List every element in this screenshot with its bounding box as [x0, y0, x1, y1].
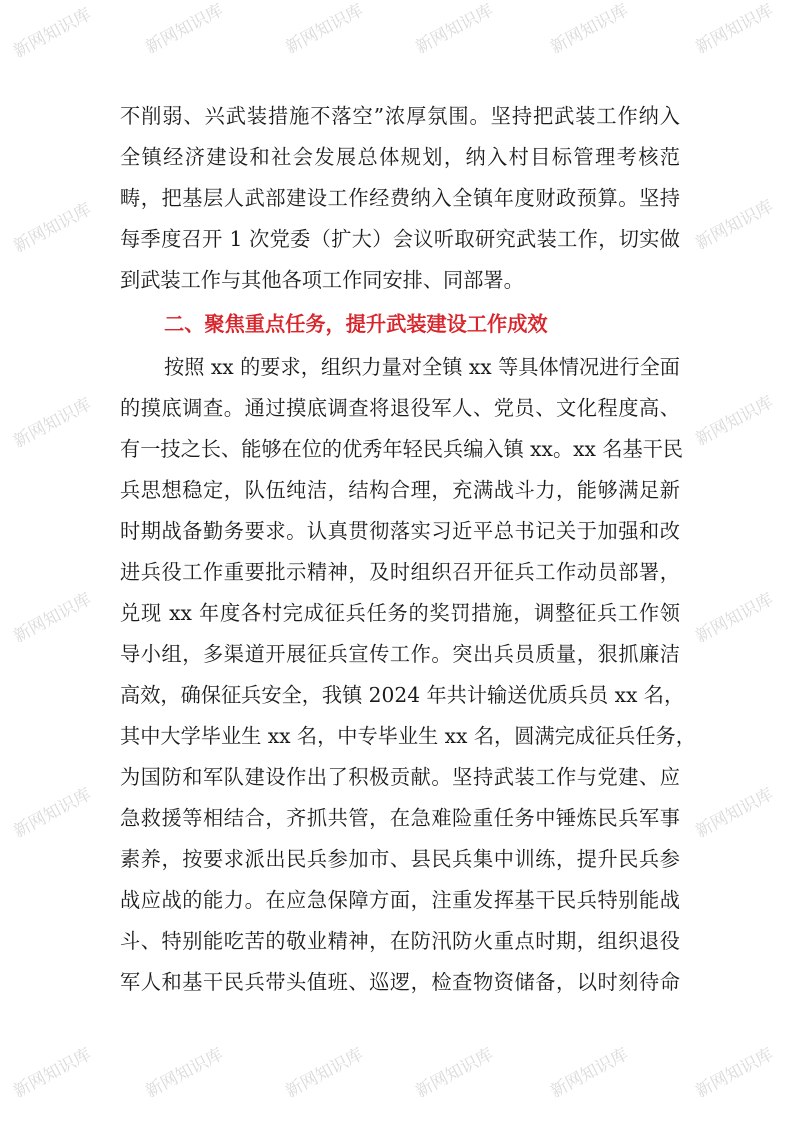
body-text-line: 畴，把基层人武部建设工作经费纳入全镇年度财政预算。坚持	[120, 186, 680, 210]
watermark-text: 新网知识库	[10, 4, 95, 63]
body-text-line: 按照 xx 的要求，组织力量对全镇 xx 等具体情况进行全面	[164, 355, 680, 379]
watermark-text: 新网知识库	[10, 1044, 95, 1103]
body-text-line: 素养，按要求派出民兵参加市、县民兵集中训练，提升民兵参	[120, 847, 680, 871]
body-text-line: 不削弱、兴武装措施不落空”浓厚氛围。坚持把武装工作纳入	[120, 104, 680, 128]
body-text-line: 到武装工作与其他各项工作同安排、同部署。	[120, 268, 524, 292]
body-text-line: 兵思想稳定，队伍纯洁，结构合理，充满战斗力，能够满足新	[120, 478, 680, 502]
body-text-line: 为国防和军队建设作出了积极贡献。坚持武装工作与党建、应	[120, 765, 680, 789]
watermark-text: 新网知识库	[282, 1044, 367, 1103]
body-text-line: 时期战备勤务要求。认真贯彻落实习近平总书记关于加强和改	[120, 519, 680, 543]
body-text-line: 急救援等相结合，齐抓共管，在急难险重任务中锤炼民兵军事	[120, 806, 680, 830]
body-text-line: 其中大学毕业生 xx 名，中专毕业生 xx 名，圆满完成征兵任务，	[120, 724, 696, 748]
body-text-line: 高效，确保征兵安全，我镇 2024 年共计输送优质兵员 xx 名，	[120, 683, 685, 707]
watermark-text: 新网知识库	[692, 196, 777, 255]
watermark-text: 新网知识库	[692, 1044, 777, 1103]
body-text-line: 军人和基干民兵带头值班、巡逻，检查物资储备，以时刻待命	[120, 970, 680, 994]
body-text-line: 兑现 xx 年度各村完成征兵任务的奖罚措施，调整征兵工作领	[120, 601, 680, 625]
body-text-line: 每季度召开 1 次党委（扩大）会议听取研究武装工作，切实做	[120, 227, 680, 251]
body-text-line: 战应战的能力。在应急保障方面，注重发挥基干民兵特别能战	[120, 888, 680, 912]
watermark-text: 新网知识库	[142, 1044, 227, 1103]
watermark-text: 新网知识库	[547, 1044, 632, 1103]
watermark-text: 新网知识库	[142, 0, 227, 59]
section-heading: 二、聚焦重点任务，提升武装建设工作成效	[164, 312, 548, 336]
body-text-line: 斗、特别能吃苦的敬业精神，在防汛防火重点时期，组织退役	[120, 929, 680, 953]
watermark-text: 新网知识库	[692, 589, 777, 648]
watermark-text: 新网知识库	[692, 0, 777, 59]
body-text-line: 的摸底调查。通过摸底调查将退役军人、党员、文化程度高、	[120, 396, 680, 420]
watermark-text: 新网知识库	[282, 0, 367, 59]
body-text-line: 进兵役工作重要批示精神，及时组织召开征兵工作动员部署，	[120, 560, 680, 584]
watermark-text: 新网知识库	[692, 392, 777, 451]
body-text-line: 有一技之长、能够在位的优秀年轻民兵编入镇 xx。xx 名基干民	[120, 437, 684, 461]
watermark-text: 新网知识库	[412, 1044, 497, 1103]
watermark-text: 新网知识库	[547, 0, 632, 59]
watermark-text: 新网知识库	[412, 0, 497, 59]
body-text-line: 全镇经济建设和社会发展总体规划，纳入村目标管理考核范	[120, 145, 680, 169]
watermark-text: 新网知识库	[692, 784, 777, 843]
watermark-text: 新网知识库	[10, 784, 95, 843]
watermark-text: 新网知识库	[10, 589, 95, 648]
body-text-line: 导小组，多渠道开展征兵宣传工作。突出兵员质量，狠抓廉洁	[120, 642, 680, 666]
watermark-text: 新网知识库	[10, 394, 95, 453]
watermark-text: 新网知识库	[10, 199, 95, 258]
